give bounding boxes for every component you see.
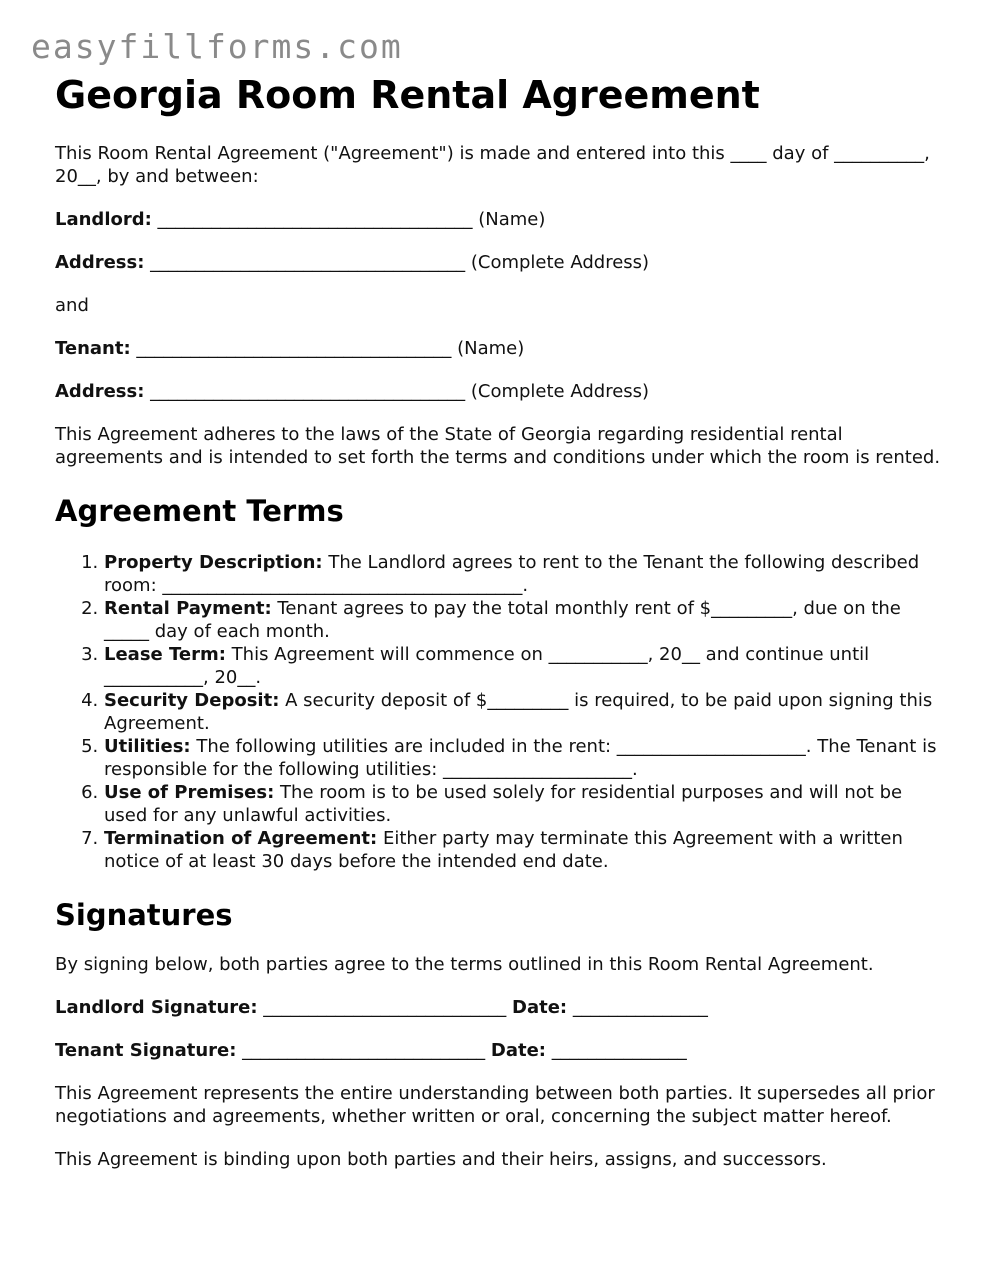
landlord-signature-line: ___________________________: [257, 997, 513, 1018]
tenant-signature-field: [55, 1039, 945, 1062]
terms-list: [55, 551, 945, 873]
term-item-security-deposit: [104, 689, 945, 735]
intro-paragraph: This Room Rental Agreement ("Agreement") is made and entered into this ____ day of __________, 20__, by and between:: [55, 143, 930, 187]
landlord-date-label: Date:: [512, 997, 568, 1018]
landlord-address-field: [55, 251, 945, 274]
tenant-signature-line: ___________________________: [236, 1040, 491, 1061]
landlord-name-field: [55, 208, 945, 231]
signatures-intro: By signing below, both parties agree to the terms outlined in this Room Rental Agreement.: [55, 954, 874, 975]
watermark: easyfillforms.com: [31, 27, 403, 66]
term-item-property-description: [104, 551, 945, 597]
term-text: Tenant agrees to pay the total monthly rent of $_________, due on the _____ day of each month.: [104, 598, 901, 642]
term-label: Lease Term:: [104, 644, 226, 665]
tenant-name-line: ___________________________________ (Name): [130, 338, 525, 359]
tenant-label: Tenant:: [55, 338, 131, 359]
and-text: and: [55, 295, 89, 316]
terms-heading: Agreement Terms: [55, 494, 344, 528]
landlord-label: Landlord:: [55, 209, 152, 230]
tenant-address-field: [55, 380, 945, 403]
term-text: Either party may terminate this Agreement with a written notice of at least 30 days before the intended end date.: [104, 828, 903, 872]
tenant-address-line: ___________________________________ (Complete Address): [144, 381, 650, 402]
landlord-name-line: ___________________________________ (Name): [151, 209, 546, 230]
term-label: Utilities:: [104, 736, 191, 757]
term-text: A security deposit of $_________ is required, to be paid upon signing this Agreement.: [104, 690, 933, 734]
landlord-date-line: _______________: [567, 997, 708, 1018]
term-item-use-of-premises: [104, 781, 945, 827]
signatures-heading: Signatures: [55, 898, 233, 932]
landlord-address-label: Address:: [55, 252, 145, 273]
term-label: Rental Payment:: [104, 598, 272, 619]
term-item-lease-term: [104, 643, 945, 689]
term-item-rental-payment: [104, 597, 945, 643]
tenant-signature-label: Tenant Signature:: [55, 1040, 237, 1061]
adherence-paragraph: This Agreement adheres to the laws of the State of Georgia regarding residential rental agreements and is intended to set forth the terms and conditions under which the room is rented.: [55, 424, 941, 468]
tenant-date-line: _______________: [546, 1040, 687, 1061]
tenant-date-label: Date:: [490, 1040, 546, 1061]
term-text: The room is to be used solely for residential purposes and will not be used for any unlawful activities.: [104, 782, 903, 826]
landlord-address-line: ___________________________________ (Complete Address): [144, 252, 650, 273]
document-page: [55, 72, 945, 1171]
term-item-termination: [104, 827, 945, 873]
tenant-address-label: Address:: [55, 381, 145, 402]
term-text: This Agreement will commence on ___________, 20__ and continue until ___________, 20__.: [104, 644, 870, 688]
term-item-utilities: [104, 735, 945, 781]
term-label: Property Description:: [104, 552, 323, 573]
term-label: Termination of Agreement:: [104, 828, 378, 849]
tenant-name-field: [55, 337, 945, 360]
binding-paragraph: This Agreement is binding upon both parties and their heirs, assigns, and successors.: [55, 1149, 827, 1170]
document-title: Georgia Room Rental Agreement: [55, 73, 760, 117]
entire-understanding-paragraph: This Agreement represents the entire understanding between both parties. It supersedes all prior negotiations and agreements, whether written or oral, concerning the subject matter hereof.: [55, 1083, 935, 1127]
landlord-signature-label: Landlord Signature:: [55, 997, 258, 1018]
term-text: The Landlord agrees to rent to the Tenant the following described room: ________________________________________.: [104, 552, 920, 596]
term-label: Security Deposit:: [104, 690, 280, 711]
term-text: The following utilities are included in the rent: _____________________. The Tenant is responsible for the following utilities: _____________________.: [104, 736, 937, 780]
landlord-signature-field: [55, 996, 945, 1019]
term-label: Use of Premises:: [104, 782, 275, 803]
